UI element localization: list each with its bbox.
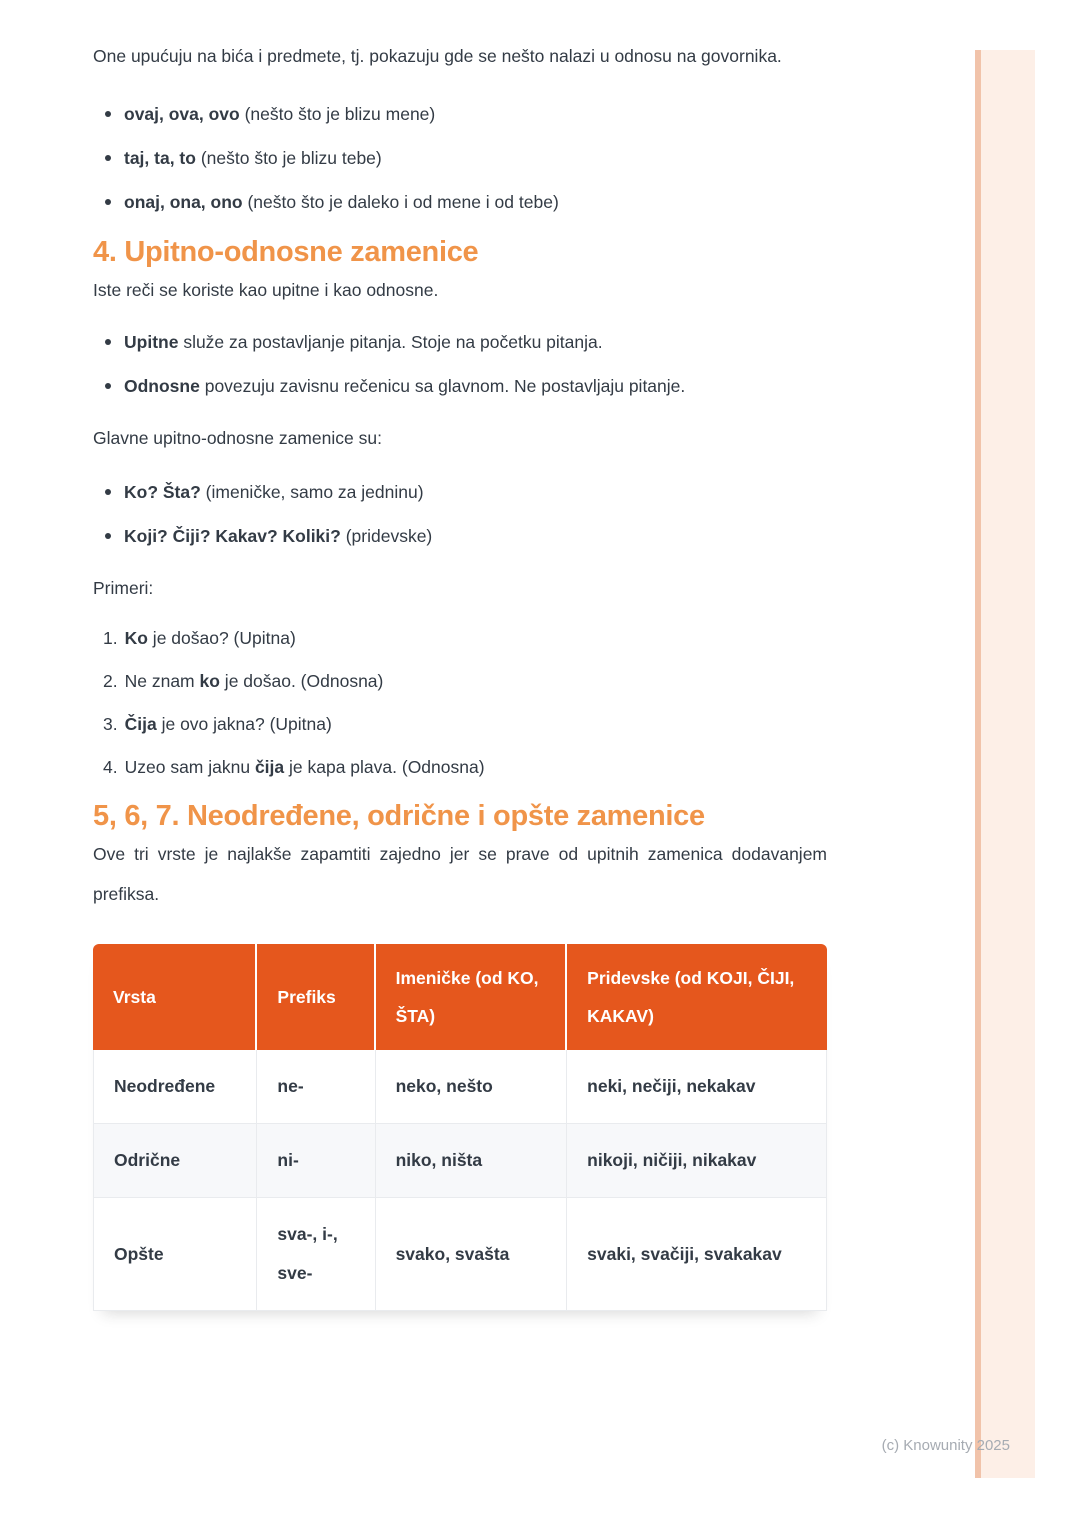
example-pre: Uzeo sam jaknu <box>124 757 255 777</box>
section-heading-4: 4. Upitno-odnosne zamenice <box>93 236 479 268</box>
table-row <box>93 1124 827 1198</box>
table-cell: ni- <box>257 1124 375 1198</box>
table-cell: Odrične <box>93 1124 257 1198</box>
table-cell: neko, nešto <box>376 1050 568 1124</box>
term-desc: (nešto što je daleko i od mene i od tebe) <box>242 192 559 212</box>
list-item <box>93 480 827 504</box>
example-pre: Ne znam <box>124 671 200 691</box>
term-desc: povezuju zavisnu rečenicu sa glavnom. Ne postavljaju pitanje. <box>199 376 686 396</box>
table-row <box>93 1050 827 1124</box>
term-desc: (nešto što je blizu mene) <box>239 104 436 124</box>
table-cell: sva-, i-, sve- <box>257 1198 375 1311</box>
list-item <box>93 102 827 126</box>
demonstrative-pronouns-list <box>93 102 827 214</box>
term-desc: (imeničke, samo za jedninu) <box>200 482 424 502</box>
table-cell: nikoji, ničiji, nikakav <box>567 1124 827 1198</box>
page-content <box>93 0 827 1311</box>
section4-intro-paragraph: Iste reči se koriste kao upitne i kao odnosne. <box>93 280 439 300</box>
pronoun-prefix-table <box>93 944 827 1311</box>
pronoun-prefix-table-wrap <box>93 944 827 1311</box>
examples-label: Primeri: <box>93 578 154 598</box>
list-item <box>93 524 827 548</box>
example-bold: Čija <box>124 714 157 734</box>
examples-list <box>93 626 827 779</box>
term-bold: Odnosne <box>124 376 200 396</box>
table-header-cell: Imeničke (od KO, ŠTA) <box>376 944 568 1050</box>
example-post: je kapa plava. (Odnosna) <box>284 757 485 777</box>
table-cell: Neodređene <box>93 1050 257 1124</box>
term-bold: ovaj, ova, ovo <box>124 104 240 124</box>
example-number: 4. <box>103 757 118 777</box>
list-item <box>93 146 827 170</box>
intro-paragraph: One upućuju na bića i predmete, tj. pokazuju gde se nešto nalazi u odnosu na govornika. <box>93 46 782 66</box>
term-desc: služe za postavljanje pitanja. Stoje na početku pitanja. <box>178 332 603 352</box>
main-pronouns-list <box>93 480 827 548</box>
term-desc: (pridevske) <box>340 526 433 546</box>
example-item <box>93 669 827 693</box>
section-heading-567: 5, 6, 7. Neodređene, odrične i opšte zamenice <box>93 800 705 832</box>
table-cell: niko, ništa <box>376 1124 568 1198</box>
example-post: je ovo jakna? (Upitna) <box>156 714 332 734</box>
example-post: je došao. (Odnosna) <box>219 671 384 691</box>
term-bold: Koji? Čiji? Kakav? Koliki? <box>124 526 341 546</box>
term-bold: Ko? Šta? <box>124 482 201 502</box>
example-bold: ko <box>199 671 220 691</box>
table-row <box>93 1198 827 1311</box>
term-bold: onaj, ona, ono <box>124 192 243 212</box>
term-desc: (nešto što je blizu tebe) <box>195 148 382 168</box>
example-item <box>93 712 827 736</box>
example-number: 2. <box>103 671 118 691</box>
list-item <box>93 374 827 398</box>
example-number: 3. <box>103 714 118 734</box>
example-number: 1. <box>103 628 118 648</box>
section567-intro-paragraph: Ove tri vrste je najlakše zapamtiti zajedno jer se prave od upitnih zamenica dodavanjem prefiksa. <box>93 844 827 904</box>
table-header-cell: Vrsta <box>93 944 257 1050</box>
table-header-cell: Pridevske (od KOJI, ČIJI, KAKAV) <box>567 944 827 1050</box>
copyright-notice: (c) Knowunity 2025 <box>881 1437 1010 1454</box>
table-header-row <box>93 944 827 1050</box>
pronoun-types-list <box>93 330 827 398</box>
example-bold: čija <box>254 757 285 777</box>
example-post: je došao? (Upitna) <box>147 628 296 648</box>
table-cell: svako, svašta <box>376 1198 568 1311</box>
table-cell: Opšte <box>93 1198 257 1311</box>
term-bold: Upitne <box>124 332 179 352</box>
page-edge-decoration <box>975 50 1035 1478</box>
term-bold: taj, ta, to <box>124 148 196 168</box>
table-cell: ne- <box>257 1050 375 1124</box>
example-bold: Ko <box>124 628 148 648</box>
main-pronouns-label: Glavne upitno-odnosne zamenice su: <box>93 428 382 448</box>
example-item <box>93 755 827 779</box>
example-item <box>93 626 827 650</box>
table-cell: neki, nečiji, nekakav <box>567 1050 827 1124</box>
list-item <box>93 190 827 214</box>
table-cell: svaki, svačiji, svakakav <box>567 1198 827 1311</box>
table-header-cell: Prefiks <box>257 944 375 1050</box>
list-item <box>93 330 827 354</box>
